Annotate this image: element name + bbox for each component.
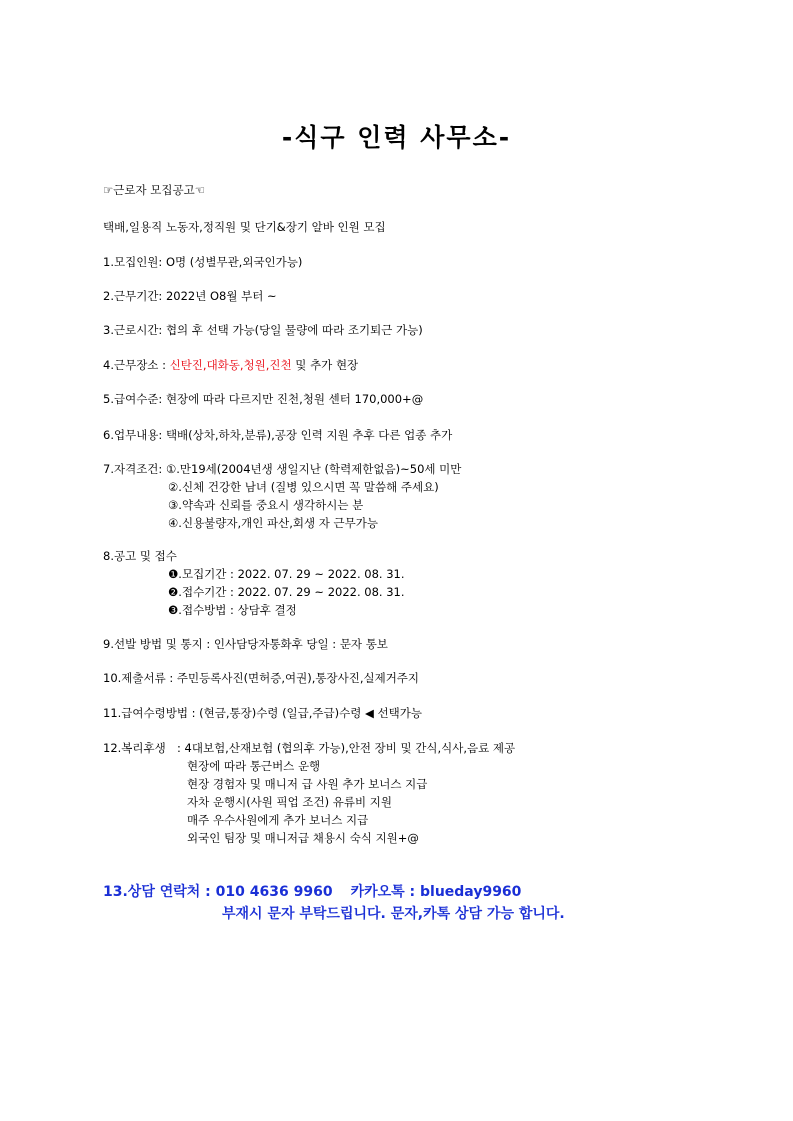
contact-phone: 010 4636 9960 [215,884,333,900]
salary-level: 5.급여수준: 현장에 따라 다르지만 진천,청원 센터 170,000+@ [103,392,424,406]
welfare-1: : 4대보험,산재보험 (협의후 가능),안전 장비 및 간식,식사,음료 제공 [177,741,516,755]
contact-note: 부재시 문자 부탁드립니다. 문자,카톡 상담 가능 합니다. [222,906,565,922]
welfare-5: 매주 우수사원에게 추가 보너스 지급 [187,813,369,827]
payment-method: 11.급여수령방법 : (현금,통장)수령 (일급,주급)수령 ◀ 선택가능 [103,706,422,720]
work-location-suffix: 및 추가 현장 [291,358,359,372]
required-documents: 10.제출서류 : 주민등록사진(면허증,여권),통장사진,실제거주지 [103,671,420,685]
work-hours: 3.근로시간: 협의 후 선택 가능(당일 물량에 따라 조기퇴근 가능) [103,323,423,337]
recruit-count: 1.모집인원: O명 (성별무관,외국인가능) [103,255,303,269]
contact-line [103,884,521,900]
notice-period: ❶.모집기간 : 2022. 07. 29 ~ 2022. 08. 31. [168,567,405,581]
notice-label: 8.공고 및 접수 [103,549,177,563]
application-period: ❷.접수기간 : 2022. 07. 29 ~ 2022. 08. 31. [168,585,405,599]
selection-method: 9.선발 방법 및 통지 : 인사담당자통화후 당일 : 문자 통보 [103,637,388,651]
qualification-line-1 [103,461,461,477]
welfare-6: 외국인 팀장 및 매니저급 채용시 숙식 지원+@ [187,831,419,845]
page-title: -식구 인력 사무소- [281,123,512,152]
application-method: ❸.접수방법 : 상담후 결정 [168,603,297,617]
work-period: 2.근무기간: 2022년 O8월 부터 ~ [103,289,277,303]
qualification-3: ③.약속과 신뢰를 중요시 생각하시는 분 [168,498,364,512]
welfare-4: 자차 운행시(사원 픽업 조건) 유류비 지원 [187,795,392,809]
job-duties: 6.업무내용: 택배(상차,하차,분류),공장 인력 지원 추후 다른 업종 추가 [103,428,453,442]
contact-kakao: 카카오톡 : blueday9960 [350,884,522,900]
notice-heading: ☞근로자 모집공고☜ [103,183,206,197]
welfare-3: 현장 경험자 및 매니저 급 사원 추가 보너스 지급 [187,777,428,791]
contact-label: 13.상담 연락처 : [103,884,216,900]
qualification-2: ②.신체 건강한 남녀 (질병 있으시면 꼭 말씀해 주세요) [168,480,439,494]
qualification-1: ①.만19세(2004년생 생일지난 (학력제한없음)~50세 미만 [165,462,462,476]
work-location-places: 신탄진,대화동,청원,진천 [169,358,292,372]
intro-text: 택배,일용직 노동자,정직원 및 단기&장기 알바 인원 모집 [103,220,386,234]
work-location-prefix: 4.근무장소 : [103,358,170,372]
work-location [103,357,358,373]
qualification-4: ④.신용불량자,개인 파산,회생 자 근무가능 [168,516,378,530]
welfare-label: 12.복리후생 [103,741,166,755]
qualification-label: 7.자격조건: [103,462,166,476]
welfare-2: 현장에 따라 통근버스 운행 [187,759,321,773]
